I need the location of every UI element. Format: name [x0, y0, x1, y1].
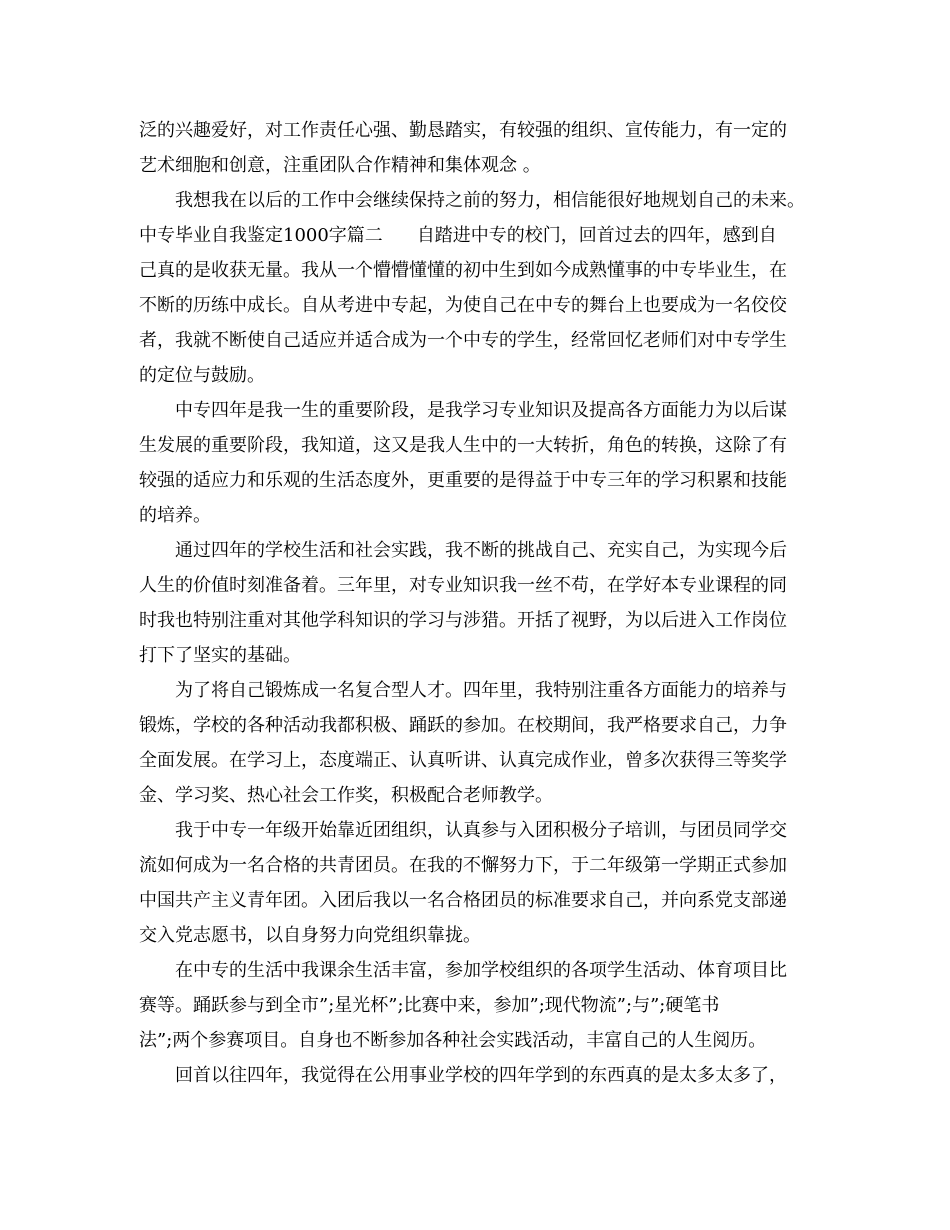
- text-line: [139, 253, 829, 288]
- line-text: 赛等。踊跃参与到全市”;星光杯”;比赛中来，参加”;现代物流”;与”;硬笔书: [139, 995, 720, 1016]
- text-line: [139, 1058, 829, 1093]
- text-line: [139, 603, 829, 638]
- line-text: 中国共产主义青年团。入团后我以一名合格团员的标准要求自己，并向系党支部递: [139, 890, 787, 911]
- line-text: 不断的历练中成长。自从考进中专起，为使自己在中专的舞台上也要成为一名佼佼: [139, 295, 787, 316]
- text-line: [139, 848, 829, 883]
- text-line: [139, 393, 829, 428]
- text-line: [139, 428, 829, 463]
- line-text: 艺术细胞和创意，注重团队合作精神和集体观念 。: [139, 155, 541, 176]
- text-line: [139, 708, 829, 743]
- text-line: [139, 148, 829, 183]
- line-text: 中专四年是我一生的重要阶段，是我学习专业知识及提高各方面能力为以后谋: [175, 400, 787, 421]
- line-text: 己真的是收获无量。我从一个懵懵懂懂的初中生到如今成熟懂事的中专毕业生，在: [139, 260, 787, 281]
- text-line: [139, 498, 829, 533]
- line-text: 通过四年的学校生活和社会实践，我不断的挑战自己、充实自己，为实现今后: [175, 540, 787, 561]
- text-line: [139, 988, 829, 1023]
- line-text: 我想我在以后的工作中会继续保持之前的努力，相信能很好地规划自己的未来。: [175, 190, 805, 211]
- text-line: [139, 883, 829, 918]
- line-text: 交入党志愿书，以自身努力向党组织靠拢。: [139, 925, 481, 946]
- text-line: [139, 183, 829, 218]
- text-line: [139, 323, 829, 358]
- line-text: 回首以往四年，我觉得在公用事业学校的四年学到的东西真的是太多太多了，: [175, 1065, 787, 1086]
- line-text: 金、学习奖、热心社会工作奖，积极配合老师教学。: [139, 785, 553, 806]
- line-text: 泛的兴趣爱好，对工作责任心强、勤恳踏实，有较强的组织、宣传能力，有一定的: [139, 120, 787, 141]
- line-text: 时我也特别注重对其他学科知识的学习与涉猎。开括了视野，为以后进入工作岗位: [139, 610, 787, 631]
- text-line: [139, 463, 829, 498]
- text-line: [139, 953, 829, 988]
- line-text: 流如何成为一名合格的共青团员。在我的不懈努力下，于二年级第一学期正式参加: [139, 855, 787, 876]
- text-line: [139, 743, 829, 778]
- line-text: 锻炼，学校的各种活动我都积极、踊跃的参加。在校期间，我严格要求自己，力争: [139, 715, 787, 736]
- line-text: 为了将自己锻炼成一名复合型人才。四年里，我特别注重各方面能力的培养与: [175, 680, 787, 701]
- text-line: [139, 533, 829, 568]
- line-text: 的培养。: [139, 505, 211, 526]
- text-line: [139, 1023, 829, 1058]
- line-text: 生发展的重要阶段，我知道，这又是我人生中的一大转折，角色的转换，这除了有: [139, 435, 787, 456]
- line-text: 人生的价值时刻准备着。三年里，对专业知识我一丝不苟，在学好本专业课程的同: [139, 575, 787, 596]
- text-line: [139, 673, 829, 708]
- section-title: 中专毕业自我鉴定1000字篇二: [139, 225, 383, 246]
- text-line: [139, 918, 829, 953]
- text-line: [139, 568, 829, 603]
- line-text: 者，我就不断使自己适应并适合成为一个中专的学生，经常回忆老师们对中专学生: [139, 330, 787, 351]
- text-line: [139, 113, 829, 148]
- text-line: [139, 813, 829, 848]
- text-line: [139, 638, 829, 673]
- line-text: 自踏进中专的校门，回首过去的四年，感到自: [416, 225, 777, 246]
- document-body: [139, 113, 829, 1093]
- text-line: [139, 778, 829, 813]
- line-text: 较强的适应力和乐观的生活态度外，更重要的是得益于中专三年的学习积累和技能: [139, 470, 787, 491]
- line-text: 打下了坚实的基础。: [139, 645, 301, 666]
- line-text: 法”;两个参赛项目。自身也不断参加各种社会实践活动，丰富自己的人生阅历。: [139, 1030, 767, 1051]
- line-text: 的定位与鼓励。: [139, 365, 265, 386]
- line-text: 全面发展。在学习上，态度端正、认真听讲、认真完成作业，曾多次获得三等奖学: [139, 750, 787, 771]
- text-line: [139, 288, 829, 323]
- line-text: 在中专的生活中我课余生活丰富，参加学校组织的各项学生活动、体育项目比: [175, 960, 787, 981]
- text-line: [139, 218, 829, 253]
- text-line: [139, 358, 829, 393]
- line-text: 我于中专一年级开始靠近团组织，认真参与入团积极分子培训，与团员同学交: [175, 820, 787, 841]
